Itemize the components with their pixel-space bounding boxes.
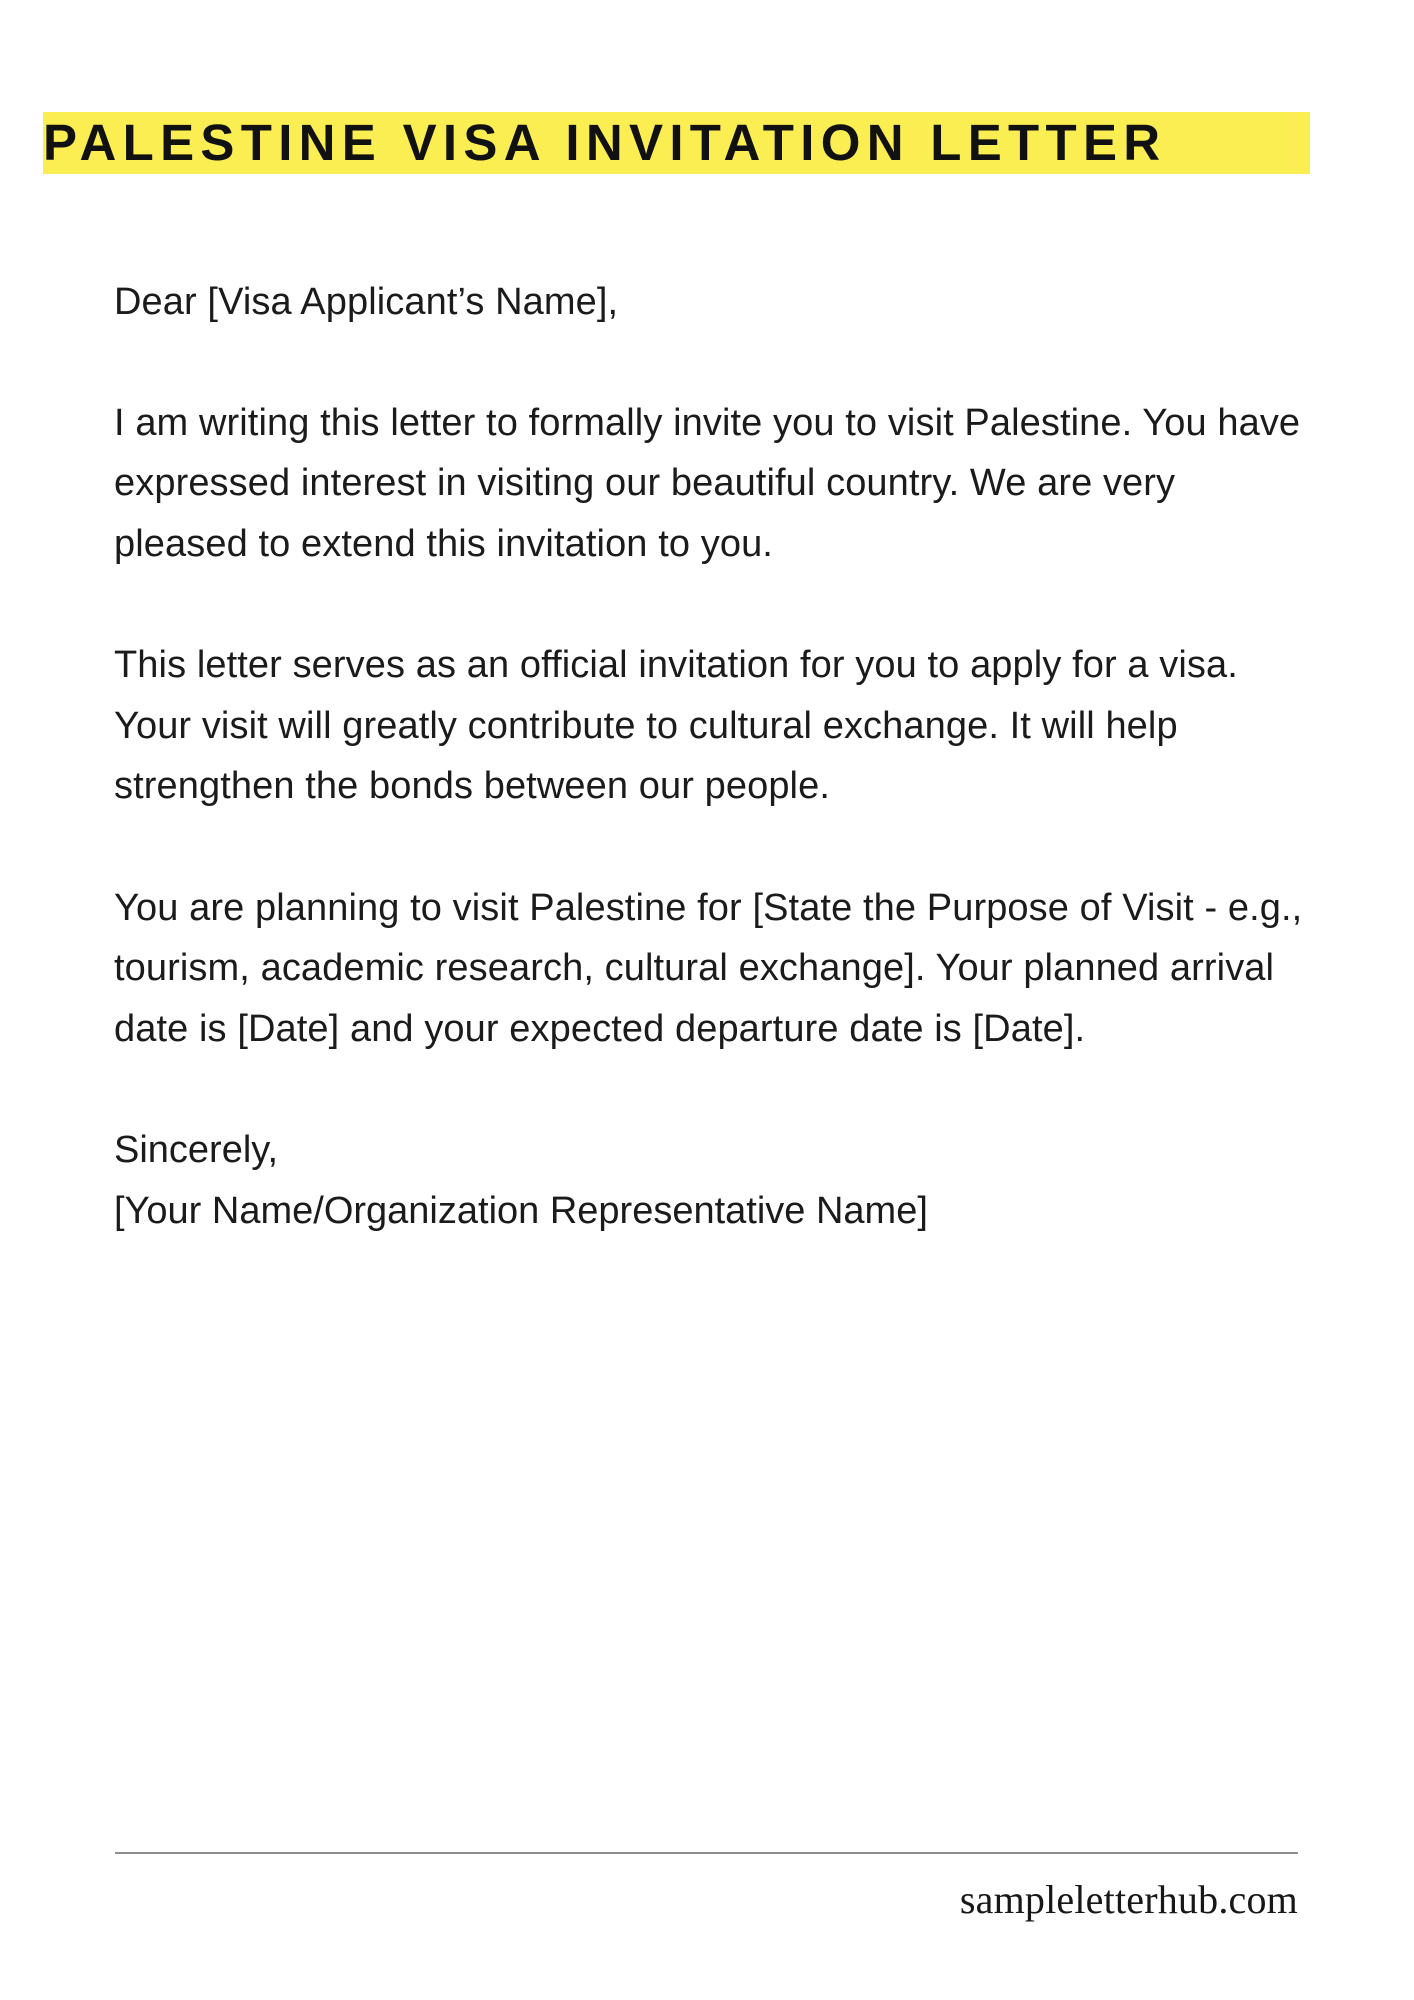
- footer-website: sampleletterhub.com: [959, 1877, 1298, 1922]
- paragraph-2: This letter serves as an official invitation for you to apply for a visa. Your visit will greatly contribute to cultural exchange. It will help strengthen the bonds between our people.: [114, 644, 1238, 807]
- page-footer: [115, 1852, 1298, 1924]
- spacer: [114, 817, 1304, 878]
- spacer: [114, 574, 1304, 635]
- closing-line: Sincerely,: [114, 1129, 279, 1171]
- spacer: [114, 1059, 1304, 1120]
- page-title: PALESTINE VISA INVITATION LETTER: [43, 112, 1310, 174]
- signature-line: [Your Name/Organization Representative Name]: [114, 1189, 928, 1232]
- paragraph-1: I am writing this letter to formally invite you to visit Palestine. You have expressed interest in visiting our beautiful country. We are very pleased to extend this invitation to you.: [114, 401, 1301, 565]
- paragraph-3: You are planning to visit Palestine for [State the Purpose of Visit - e.g., tourism, academic research, cultural exchange]. Your planned arrival date is [Date] and your expected departure date is [Date].: [114, 886, 1303, 1050]
- title-banner: [43, 112, 1310, 174]
- letter-body: [114, 272, 1304, 1241]
- spacer: [114, 333, 1304, 393]
- salutation: Dear [Visa Applicant’s Name],: [114, 281, 619, 323]
